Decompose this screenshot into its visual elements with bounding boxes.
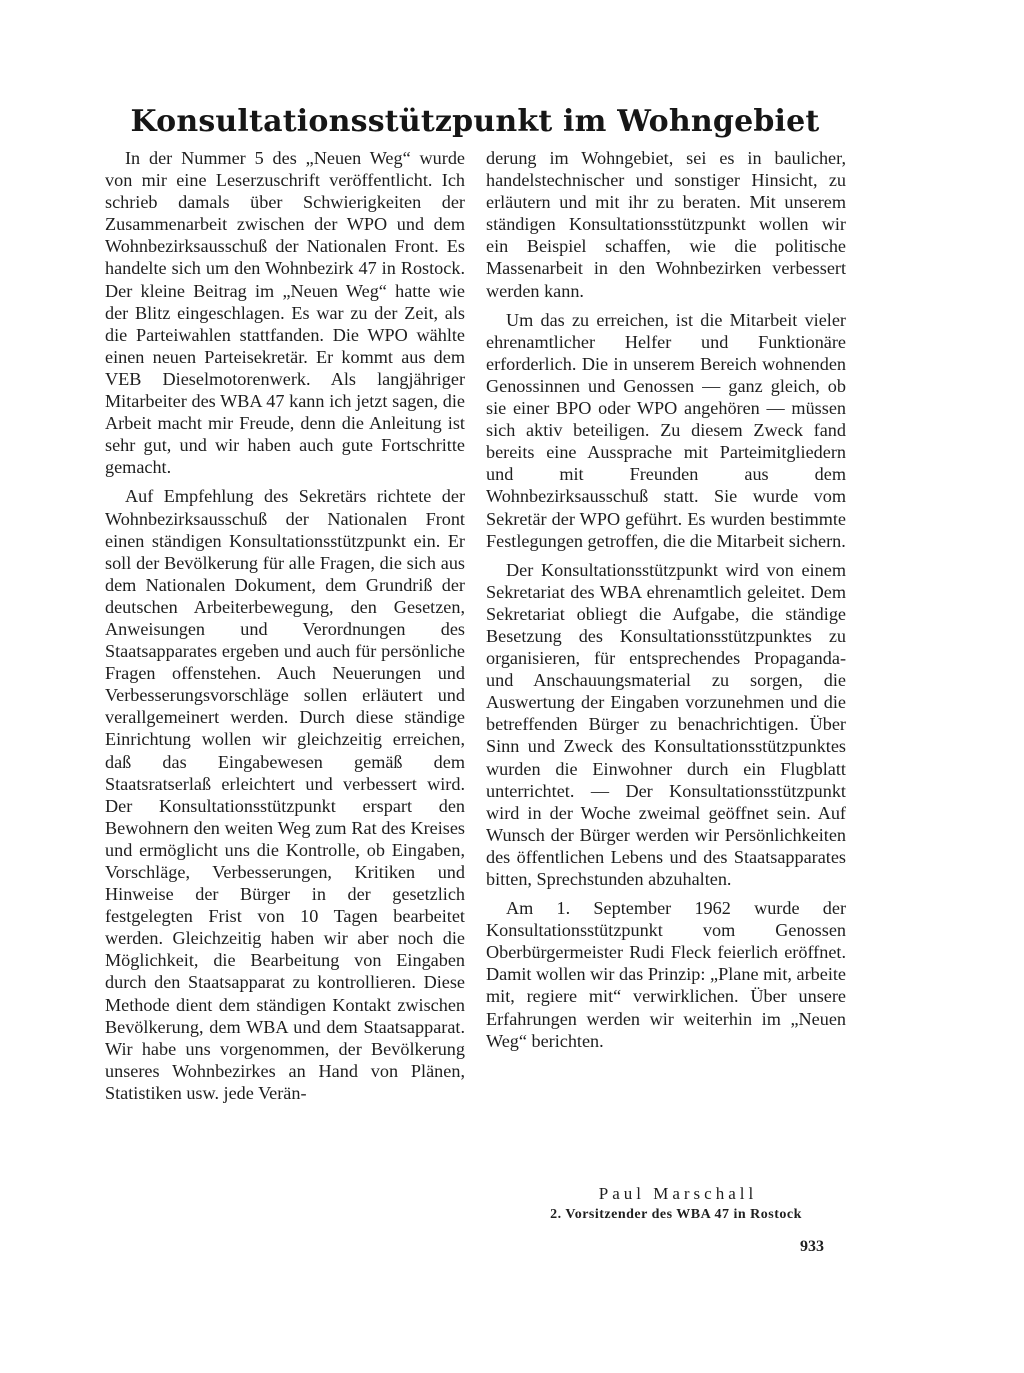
- right-column: [486, 147, 846, 1052]
- paragraph-6: Am 1. September 1962 wurde der Konsultationsstützpunkt vom Genossen Oberbürgermeister Rudi Fleck feierlich eröffnet. Damit wollen wir das Prinzip: „Plane mit, arbeite mit, regiere mit“ verwirklichen. Über unsere Erfahrungen werden wir weiterhin im „Neuen Weg“ berichten.: [486, 898, 846, 1051]
- page-number: 933: [800, 1238, 824, 1255]
- left-column: [105, 147, 465, 1104]
- paragraph-1: In der Nummer 5 des „Neuen Weg“ wurde von mir eine Leserzuschrift veröffentlicht. Ich schrieb damals über Schwierigkeiten der Zusammenarbeit zwischen der WPO und dem Wohnbezirksausschuß der Nationalen Front. Es handelte sich um den Wohnbezirk 47 in Rostock. Der kleine Beitrag im „Neuen Weg“ hatte wie der Blitz eingeschlagen. Es war zu der Zeit, als die Parteiwahlen stattfanden. Die WPO wählte einen neuen Parteisekretär. Er kommt aus dem VEB Dieselmotorenwerk. Als langjähriger Mitarbeiter des WBA 47 kann ich jetzt sagen, die Arbeit macht mir Freude, denn die Anleitung ist sehr gut, und wir haben auch gute Fortschritte gemacht.: [105, 148, 465, 478]
- author-role: 2. Vorsitzender des WBA 47 in Rostock: [550, 1207, 802, 1222]
- article-title: Konsultationsstützpunkt im Wohngebiet: [130, 104, 820, 139]
- paragraph-5: Der Konsultationsstützpunkt wird von einem Sekretariat des WBA ehrenamtlich geleitet. Dem Sekretariat obliegt die Aufgabe, die ständige Besetzung des Konsultationsstützpunktes zu organisieren, für entsprechendes Propaganda- und Anschauungsmaterial zu sorgen, die Auswertung der Eingaben vorzunehmen und die betreffenden Bürger zu benachrichtigen. Über Sinn und Zweck des Konsultationsstützpunktes wurden die Einwohner durch ein Flugblatt unterrichtet. — Der Konsultationsstützpunkt wird in der Woche zweimal geöffnet sein. Auf Wunsch der Bürger werden wir Persönlichkeiten des öffentlichen Lebens und des Staatsapparates bitten, Sprechstunden abzuhalten.: [486, 559, 846, 889]
- author-name: Paul Marschall: [598, 1184, 758, 1203]
- paragraph-2: Auf Empfehlung des Sekretärs richtete der Wohnbezirksausschuß der Nationalen Front einen ständigen Konsultationsstützpunkt ein. Er soll der Bevölkerung für alle Fragen, die sich aus dem Nationalen Dokument, dem Grundriß der deutschen Arbeiterbewegung, den Gesetzen, Anweisungen und Verordnungen des Staatsapparates ergeben und auch für persönliche Fragen offenstehen. Auch Neuerungen und Verbesserungsvorschläge sollen erläutert und verallgemeinert werden. Durch diese ständige Einrichtung wollen wir gleichzeitig erreichen, daß das Eingabewesen gemäß dem Staatsratserlaß erleichtert und verbessert wird. Der Konsultationsstützpunkt erspart den Bewohnern den weiten Weg zum Rat des Kreises und ermöglicht uns die Kontrolle, ob Eingaben, Vorschläge, Verbesserungen, Kritiken und Hinweise der Bürger in der gesetzlich festgelegten Frist von 10 Tagen bearbeitet werden. Gleichzeitig haben wir aber noch die Möglichkeit, die Bearbeitung von Eingaben durch den Staatsapparat zu kontrollieren. Diese Methode dient dem ständigen Kontakt zwischen Bevölkerung, dem WBA und dem Staatsapparat. Wir habe uns vorgenommen, der Bevölkerung unseres Wohnbezirkes an Hand von Plänen, Statistiken usw. jede Verän-: [105, 486, 465, 1103]
- paragraph-4: Um das zu erreichen, ist die Mitarbeit vieler ehrenamtlicher Helfer und Funktionäre erforderlich. Die in unserem Bereich wohnenden Genossinnen und Genossen — ganz gleich, ob sie einer BPO oder WPO angehören — müssen sich aktiv beteiligen. Zu diesem Zweck fand bereits eine Aussprache mit Parteimitgliedern und mit Freunden aus dem Wohnbezirksausschuß statt. Sie wurde vom Sekretär der WPO geführt. Es wurden bestimmte Festlegungen getroffen, die die Mitarbeit sichern.: [486, 309, 846, 551]
- paragraph-3: derung im Wohngebiet, sei es in baulicher, handelstechnischer und sonstiger Hinsicht, zu erläutern und mit ihr zu beraten. Mit unserem ständigen Konsultationsstützpunkt wollen wir ein Beispiel schaffen, wie die politische Massenarbeit in den Wohnbezirken verbessert werden kann.: [486, 148, 846, 301]
